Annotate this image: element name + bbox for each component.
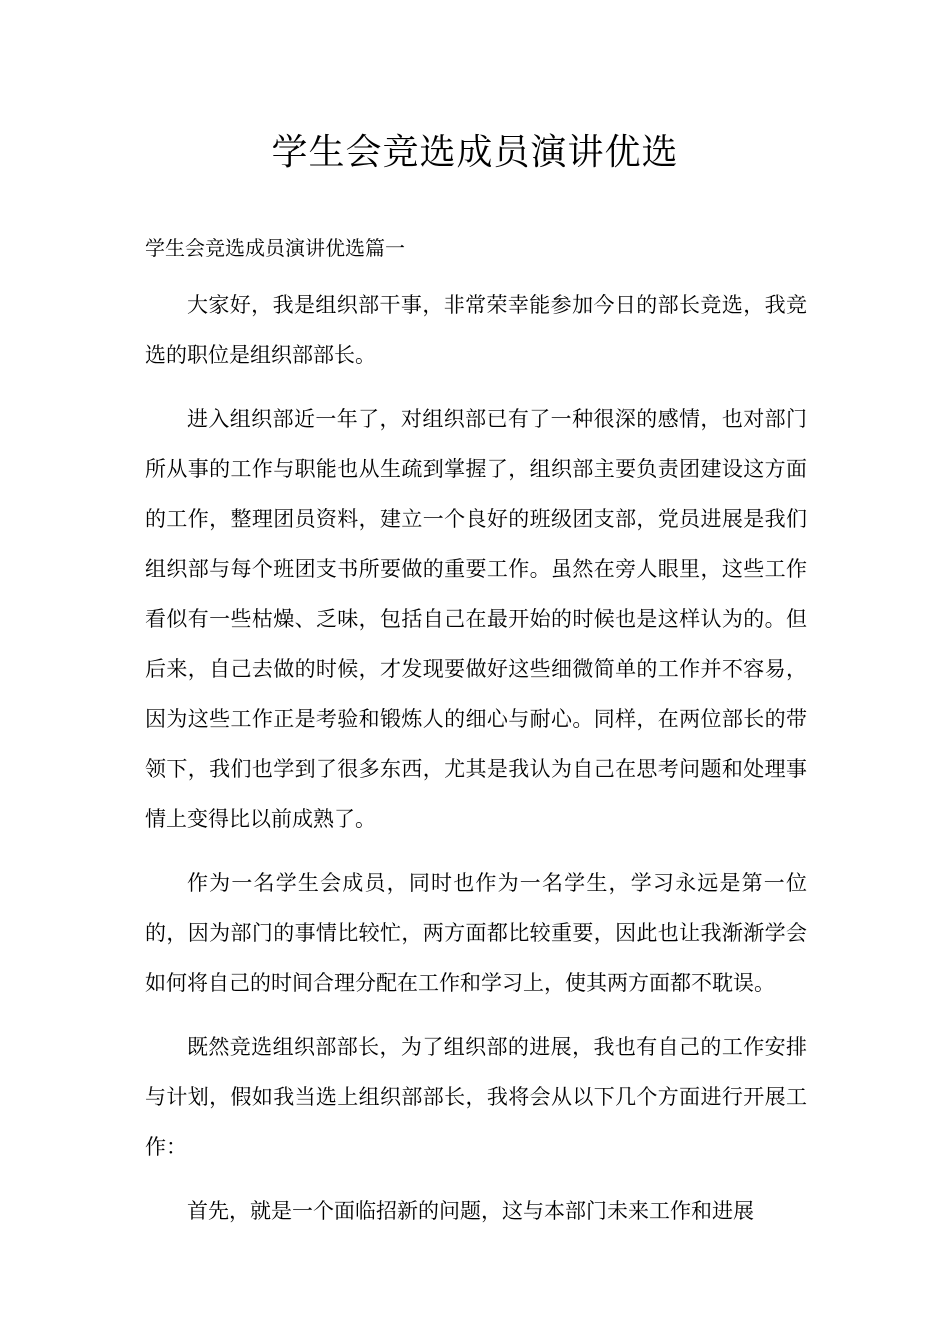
document-body	[145, 230, 807, 1250]
section-heading: 学生会竞选成员演讲优选篇一	[145, 236, 405, 260]
paragraph-study-balance: 作为一名学生会成员，同时也作为一名学生，学习永远是第一位的，因为部门的事情比较忙，两方面都比较重要，因此也让我渐渐学会如何将自己的时间合理分配在工作和学习上，使其两方面都不耽误。	[145, 871, 807, 995]
paragraph-experience: 进入组织部近一年了，对组织部已有了一种很深的感情，也对部门所从事的工作与职能也从生疏到掌握了，组织部主要负责团建设这方面的工作，整理团员资料，建立一个良好的班级团支部，党员进展是我们组织部与每个班团支书所要做的重要工作。虽然在旁人眼里，这些工作看似有一些枯燥、乏味，包括自己在最开始的时候也是这样认为的。但后来，自己去做的时候，才发现要做好这些细微简单的工作并不容易，因为这些工作正是考验和锻炼人的细心与耐心。同样，在两位部长的带领下，我们也学到了很多东西，尤其是我认为自己在思考问题和处理事情上变得比以前成熟了。	[145, 407, 807, 831]
paragraph-greeting: 大家好，我是组织部干事，非常荣幸能参加今日的部长竞选，我竞选的职位是组织部部长。	[145, 293, 807, 367]
paragraph-first-point: 首先，就是一个面临招新的问题，这与本部门未来工作和进展	[187, 1199, 754, 1223]
document-title: 学生会竞选成员演讲优选	[271, 132, 679, 173]
paragraph-plan-intro: 既然竞选组织部部长，为了组织部的进展，我也有自己的工作安排与计划，假如我当选上组织部部长，我将会从以下几个方面进行开展工作：	[145, 1035, 807, 1159]
